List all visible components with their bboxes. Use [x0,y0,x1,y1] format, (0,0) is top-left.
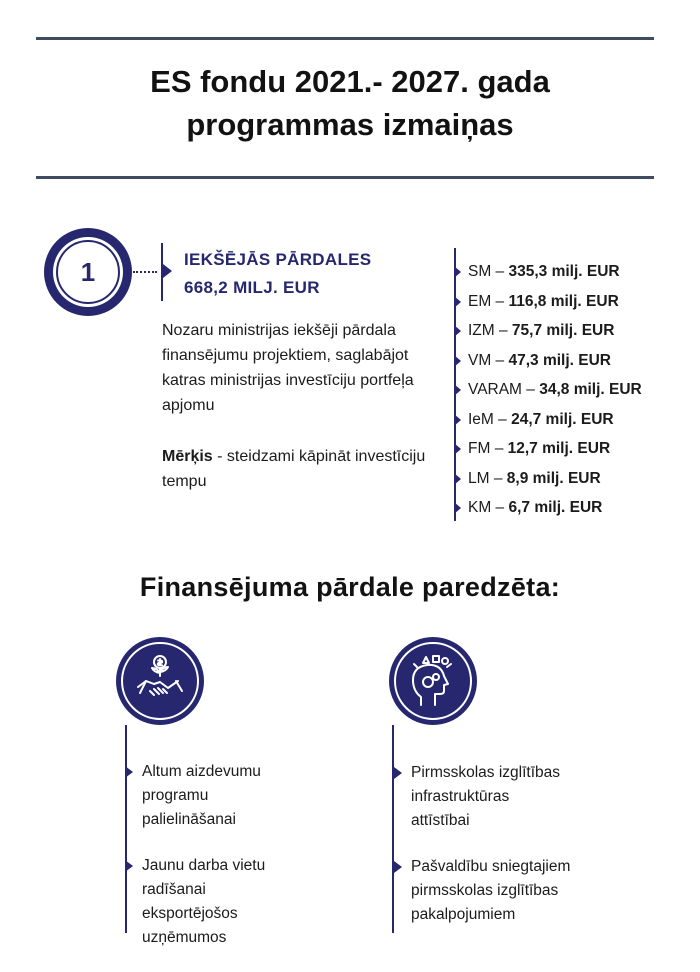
list-item-line: Pašvaldību sniegtajiem [411,858,571,875]
ministry-separator: – [491,351,509,369]
handshake-money-icon [130,651,190,711]
left-column-divider [125,725,127,933]
ministry-amount: 34,8 milj. EUR [539,381,642,398]
section-heading [184,246,371,302]
ministry-separator: – [489,469,507,487]
ministry-name: KM [468,499,492,516]
list-item [411,855,651,927]
ministry-item [468,257,642,287]
section-goal [162,444,452,494]
list-item-line: infrastruktūras [411,788,510,805]
ministry-item [468,493,642,523]
ministry-item [468,375,642,405]
bullet-arrow-icon [454,414,461,426]
section-heading-line-2: 668,2 MILJ. EUR [184,278,320,297]
bottom-rule [36,176,654,179]
ministry-separator: – [493,410,512,428]
goal-text: - steidzami kāpināt investīciju tempu [162,448,426,490]
handshake-money-badge [116,637,204,725]
ministries-list [468,257,642,523]
list-item-line: radīšanai [142,881,206,898]
bullet-arrow-icon [394,767,402,779]
section-number: 1 [80,257,96,287]
ministry-separator: – [521,381,540,398]
bullet-arrow-icon [454,296,461,308]
list-item [142,760,342,832]
bullet-arrow-icon [454,355,461,367]
head-ideas-badge [389,637,477,725]
list-item-line: programu [142,787,209,804]
ministry-item [468,287,642,317]
bullet-arrow-icon [454,443,461,455]
heading-arrow-icon [163,264,172,278]
ministry-name: VM [468,351,492,369]
ministry-name: FM [468,440,491,457]
right-column-list [411,761,651,949]
ministry-separator: – [491,263,509,280]
ministry-item [468,434,642,464]
ministry-name: LM [468,469,490,487]
list-item-line: Jaunu darba vietu [142,857,266,874]
ministry-name: IZM [468,322,495,339]
ministry-amount: 335,3 milj. EUR [508,263,620,280]
list-item-line: pirmsskolas izglītības [411,882,559,899]
top-rule [36,37,654,40]
ministry-separator: – [494,322,512,339]
ministry-separator: – [491,499,509,516]
ministry-amount: 8,9 milj. EUR [506,469,601,487]
ministry-amount: 6,7 milj. EUR [508,499,603,516]
ministry-item [468,346,642,376]
ministry-item [468,464,642,494]
list-item-line: eksportējošos [142,905,238,922]
page-title [0,60,700,146]
ministry-item [468,405,642,435]
ministry-amount: 75,7 milj. EUR [511,322,615,339]
section-heading-line-1: IEKŠĒJĀS PĀRDALES [184,250,372,269]
ministry-amount: 12,7 milj. EUR [507,440,611,457]
list-item [142,854,342,950]
section-description: Nozaru ministrijas iekšēji pārdala finansējumu projektiem, saglabājot katras ministrijas investīciju portfeļa apjomu [162,322,414,414]
ministry-amount: 116,8 milj. EUR [508,292,619,310]
list-item-line: attīstībai [411,812,470,829]
section-subtitle: Finansējuma pārdale paredzēta: [139,572,561,602]
list-item-line: pakalpojumiem [411,906,516,923]
ministry-amount: 24,7 milj. EUR [511,410,614,428]
ministry-name: EM [468,292,492,310]
bullet-arrow-icon [454,325,461,337]
ministry-name: VARAM [468,381,522,398]
bullet-arrow-icon [454,384,461,396]
ministry-item [468,316,642,346]
list-item-line: Altum aizdevumu [142,763,261,780]
ministry-name: SM [468,263,492,280]
right-column-divider [392,725,394,933]
bullet-arrow-icon [454,502,461,514]
head-ideas-icon [403,651,463,711]
list-item-line: palielināšanai [142,811,236,828]
bullet-arrow-icon [125,766,133,778]
page-title-line-2: programmas izmaiņas [186,107,514,142]
bullet-arrow-icon [125,860,133,872]
ministry-name: IeM [468,410,494,428]
dotted-connector [133,271,157,273]
ministry-separator: – [491,292,509,310]
left-column-list [142,760,342,972]
bullet-arrow-icon [394,861,402,873]
page-title-line-1: ES fondu 2021.- 2027. gada [150,64,550,99]
bullet-arrow-icon [454,473,461,485]
list-item-line: uzņēmumos [142,929,227,946]
list-item [411,761,651,833]
ministry-amount: 47,3 milj. EUR [508,351,611,369]
ministry-separator: – [490,440,508,457]
bullet-arrow-icon [454,266,461,278]
list-item-line: Pirmsskolas izglītības [411,764,561,781]
goal-label: Mērķis [162,448,213,465]
